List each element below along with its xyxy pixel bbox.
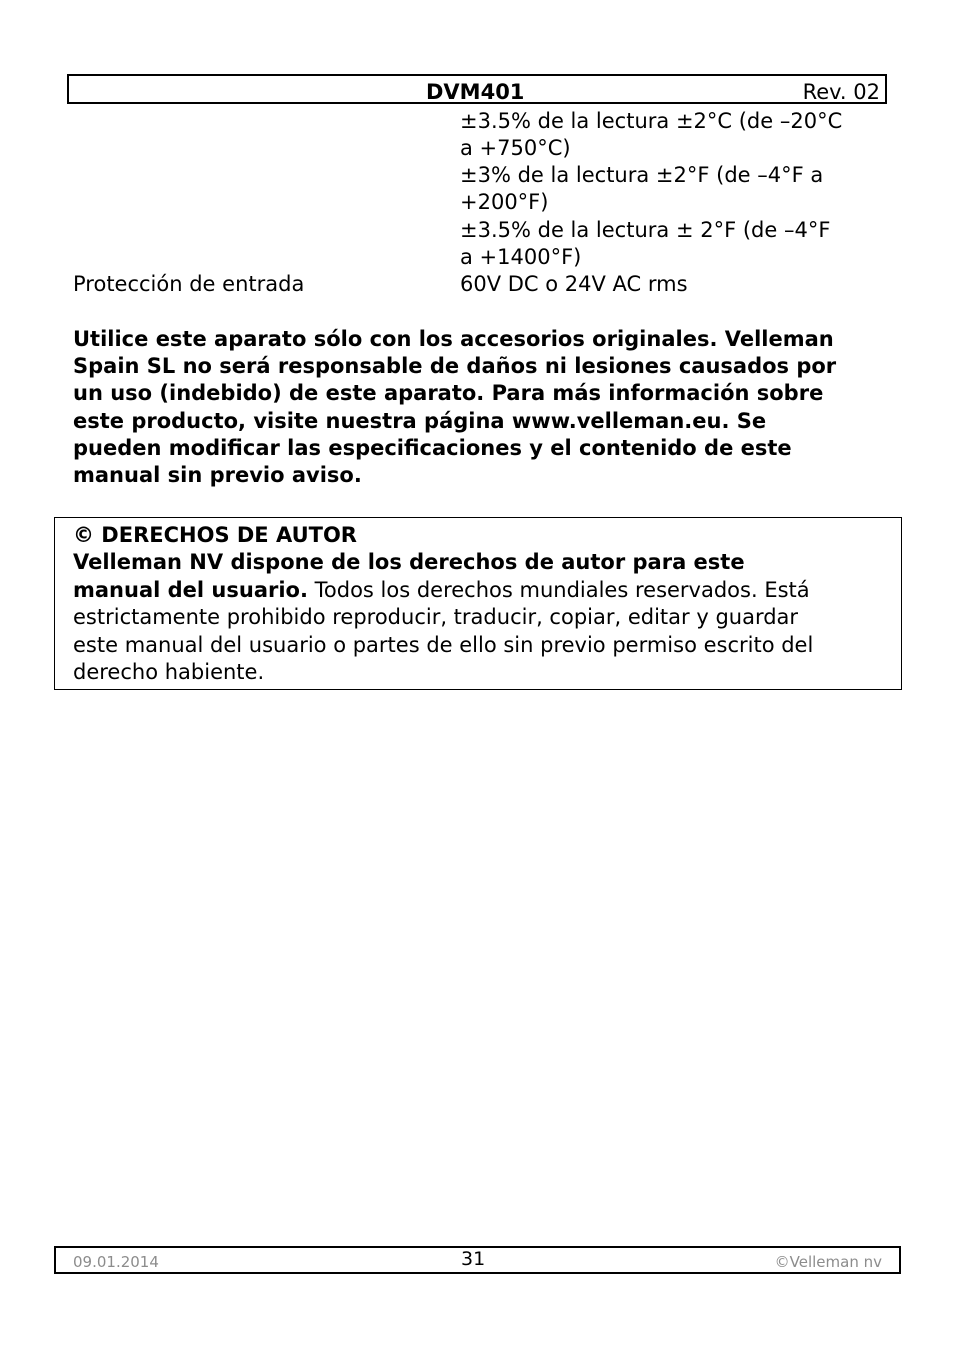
copyright-line: este manual del usuario o partes de ello sin previo permiso escrito del: [73, 632, 814, 657]
disclaimer-line: un uso (indebido) de este aparato. Para más información sobre: [73, 381, 824, 406]
accuracy-line: a +1400°F): [460, 245, 582, 269]
footer-bar: [54, 1246, 901, 1274]
disclaimer-line: este producto, visite nuestra página www.velleman.eu. Se: [73, 408, 767, 433]
disclaimer-line: Utilice este aparato sólo con los accesorios originales. Velleman: [73, 327, 834, 351]
accuracy-line: ±3% de la lectura ±2°F (de –4°F a: [460, 163, 824, 187]
input-protection-value: 60V DC o 24V AC rms: [460, 272, 688, 296]
footer-date: 09.01.2014: [73, 1253, 159, 1271]
disclaimer-line: pueden modificar las especificaciones y el contenido de este: [73, 435, 792, 460]
input-protection-label: Protección de entrada: [73, 272, 305, 296]
copyright-normal-fragment: Todos los derechos mundiales reservados. Está: [307, 577, 810, 602]
accuracy-line: ±3.5% de la lectura ±2°C (de –20°C: [460, 109, 843, 133]
copyright-bold-fragment: manual del usuario.: [73, 577, 308, 602]
page-number: 31: [461, 1248, 486, 1270]
copyright-line: [73, 577, 813, 604]
model-name: DVM401: [426, 80, 525, 104]
disclaimer-paragraph: [73, 326, 893, 489]
accuracy-line: ±3.5% de la lectura ± 2°F (de –4°F: [460, 218, 831, 242]
copyright-line: derecho habiente.: [73, 660, 265, 685]
copyright-notice-box: [54, 517, 902, 690]
disclaimer-line: Spain SL no será responsable de daños ni lesiones causados por: [73, 354, 837, 379]
accuracy-line: +200°F): [460, 190, 549, 214]
copyright-line: estrictamente prohibido reproducir, traducir, copiar, editar y guardar: [73, 605, 799, 630]
accuracy-line: a +750°C): [460, 136, 571, 160]
revision-label: Rev. 02: [802, 80, 880, 104]
copyright-heading: © DERECHOS DE AUTOR: [73, 523, 357, 547]
header-bar: [67, 74, 887, 104]
copyright-text: [73, 522, 813, 686]
copyright-line: Velleman NV dispone de los derechos de autor para este: [73, 550, 745, 575]
footer-copyright: ©Velleman nv: [774, 1253, 882, 1271]
disclaimer-line: manual sin previo aviso.: [73, 463, 362, 488]
